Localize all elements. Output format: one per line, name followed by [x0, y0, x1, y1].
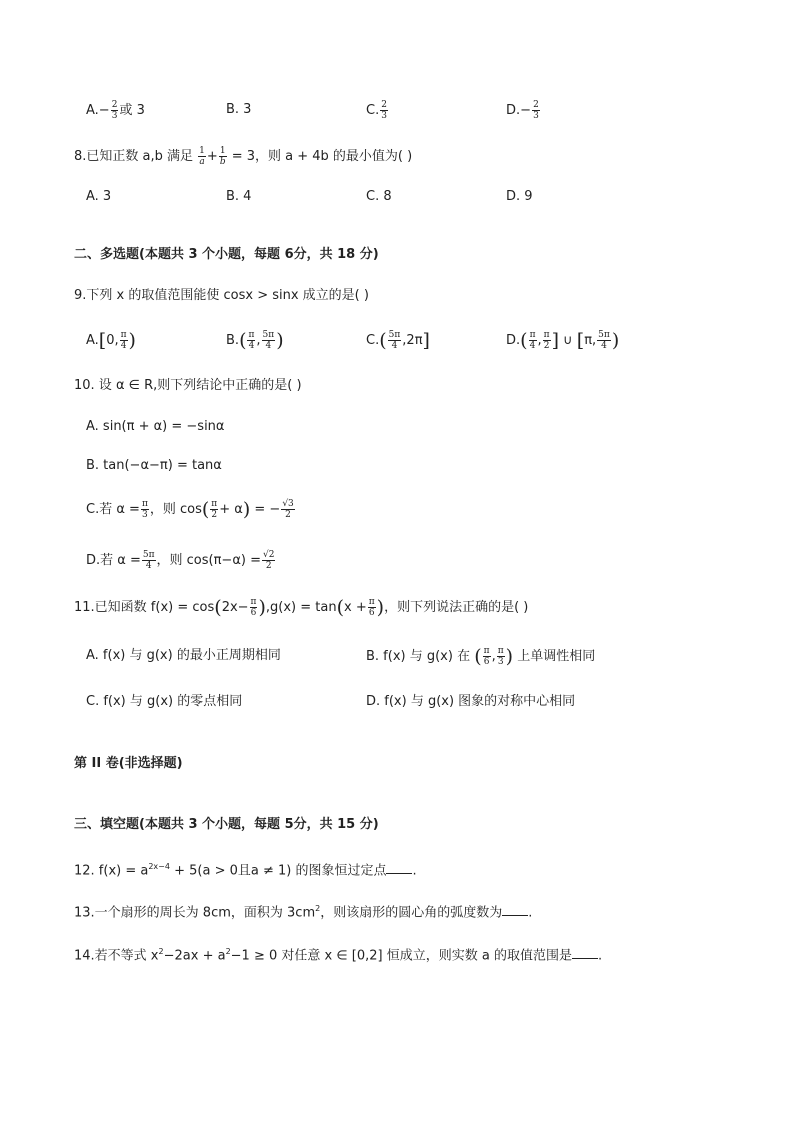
q9-stem: 9.下列 x 的取值范围能使 cosx > sinx 成立的是( ) — [74, 288, 369, 303]
numerator: 2 — [111, 100, 118, 110]
q9-option-d: D.( $\frac{\pi}{4}$ , $\frac{\pi}{2}$ ] ∪ [π, $\frac{5\pi}{4}$ ) — [506, 329, 620, 352]
stem-text: . — [597, 948, 603, 964]
option-label: C. — [366, 333, 380, 348]
q12-stem — [74, 857, 417, 881]
exponent: 2 — [158, 947, 164, 956]
exponent: 2x−4 — [148, 862, 170, 871]
stem-text: 13.一个扇形的周长为 8cm，面积为 3cm — [74, 905, 316, 921]
fraction-1-over-a: $\frac{1}{a}$ — [199, 146, 205, 167]
numerator: 2 — [381, 100, 387, 110]
fraction — [380, 100, 388, 121]
answer-blank — [502, 903, 528, 916]
option-text: ，则 cos — [149, 502, 202, 517]
section-heading: 二、多选题(本题共 3 个小题，每题 6分，共 18 分) — [74, 247, 379, 262]
q7-option-b: B. 3 — [226, 102, 252, 117]
minus-sign: − — [98, 103, 110, 118]
answer-blank — [572, 946, 598, 959]
option-label: A. — [86, 103, 99, 118]
fraction — [532, 100, 540, 121]
option-label: A. — [86, 333, 99, 348]
option-text: D.若 α = — [86, 553, 141, 568]
q10-option-d: D.若 α = $\frac{5\pi}{4}$ ，则 cos(π−α) = $\frac{√2}{2}$ — [86, 550, 275, 571]
option-label: B. — [226, 333, 240, 348]
option-text: 上单调性相同 — [517, 649, 596, 664]
q7-option-c — [366, 100, 389, 121]
option-label: D. — [506, 103, 521, 118]
exponent: 2 — [225, 947, 231, 956]
minus-sign: − — [520, 103, 532, 118]
stem-text: 11.已知函数 f(x) = cos — [74, 600, 215, 615]
denominator: 3 — [381, 111, 387, 121]
q9-option-a: A.[0, $\frac{\pi}{4}$ ) — [86, 329, 136, 352]
q8-option-a: A. 3 — [86, 189, 112, 204]
interval-text: π, — [584, 333, 597, 348]
q7-option-a — [86, 100, 145, 121]
option-text: C.若 α = — [86, 502, 140, 517]
denominator: 3 — [533, 111, 539, 121]
q11-option-a: A. f(x) 与 g(x) 的最小正周期相同 — [86, 648, 281, 663]
option-text: + α — [219, 502, 243, 517]
q8-option-c: C. 8 — [366, 189, 392, 204]
option-text: ，则 cos(π−α) = — [156, 553, 261, 568]
stem-text: 12. f(x) = a — [74, 863, 149, 879]
interval-text: ,2π — [402, 333, 423, 348]
option-text: 或 3 — [119, 103, 145, 118]
q13-stem — [74, 899, 532, 923]
q11-option-d: D. f(x) 与 g(x) 图象的对称中心相同 — [366, 694, 576, 709]
q10-stem: 10. 设 α ∈ R,则下列结论中正确的是( ) — [74, 378, 302, 393]
stem-text: 14.若不等式 x — [74, 948, 159, 964]
q8-option-d: D. 9 — [506, 189, 533, 204]
stem-text: + 5(a > 0且a ≠ 1) 的图象恒过定点 — [174, 863, 387, 879]
stem-text: ，则该扇形的圆心角的弧度数为 — [320, 905, 503, 921]
answer-blank — [386, 861, 412, 874]
q11-option-c: C. f(x) 与 g(x) 的零点相同 — [86, 694, 243, 709]
stem-text: . — [412, 863, 417, 879]
stem-text: −1 ≥ 0 对任意 x ∈ [0,2] 恒成立，则实数 a 的取值范围是 — [230, 948, 572, 964]
q11-stem: 11.已知函数 f(x) = cos(2x− $\frac{\pi}{6}$ ),g(x) = tan(x + $\frac{\pi}{6}$ )，则下列说法正确的是( ) — [74, 596, 529, 619]
stem-text: . — [528, 905, 533, 921]
option-text: = − — [254, 502, 281, 517]
interval-text: 0, — [106, 333, 119, 348]
stem-text: ，则下列说法正确的是( ) — [384, 600, 529, 615]
q9-option-c: C.( $\frac{5\pi}{4}$ ,2π] — [366, 329, 430, 352]
denominator: 3 — [111, 111, 118, 121]
section-heading: 三、填空题(本题共 3 个小题，每题 5分，共 15 分) — [74, 817, 379, 832]
stem-text: 2x− — [221, 600, 249, 615]
stem-text: ,g(x) = tan — [265, 600, 337, 615]
part-heading: 第 II 卷(非选择题) — [74, 756, 183, 771]
q10-option-a: A. sin(π + α) = −sinα — [86, 419, 225, 434]
interval-text: , — [256, 333, 261, 348]
exponent: 2 — [315, 904, 321, 913]
stem-text: −2ax + a — [163, 948, 226, 964]
option-label: C. — [366, 103, 380, 118]
option-label: D. — [506, 333, 521, 348]
union-symbol: ∪ — [563, 333, 573, 348]
q10-option-c: C.若 α = $\frac{\pi}{3}$ ，则 cos( $\frac{\pi}{2}$ + α) = − $\frac{√3}{2}$ — [86, 498, 294, 521]
q14-stem — [74, 942, 602, 966]
q8-option-b: B. 4 — [226, 189, 252, 204]
option-text: B. f(x) 与 g(x) 在 — [366, 649, 471, 664]
numerator: 2 — [533, 100, 539, 110]
q7-option-d — [506, 100, 541, 121]
stem-text: 8.已知正数 a,b 满足 — [74, 149, 194, 164]
q11-option-b: B. f(x) 与 g(x) 在 ( $\frac{\pi}{6}$ , $\frac{\pi}{3}$ ) 上单调性相同 — [366, 645, 596, 668]
fraction-1-over-b: $\frac{1}{b}$ — [219, 146, 226, 167]
q10-option-b: B. tan(−α−π) = tanα — [86, 458, 222, 473]
stem-text: = 3，则 a + 4b 的最小值为( ) — [231, 149, 413, 164]
q8-stem: 8.已知正数 a,b 满足 $\frac{1}{a}$ + $\frac{1}{b}$ = 3，则 a + 4b 的最小值为( ) — [74, 146, 413, 167]
q9-option-b: B.( $\frac{\pi}{4}$ , $\frac{5\pi}{4}$ ) — [226, 329, 284, 352]
fraction — [111, 100, 119, 121]
stem-text: x + — [344, 600, 367, 615]
